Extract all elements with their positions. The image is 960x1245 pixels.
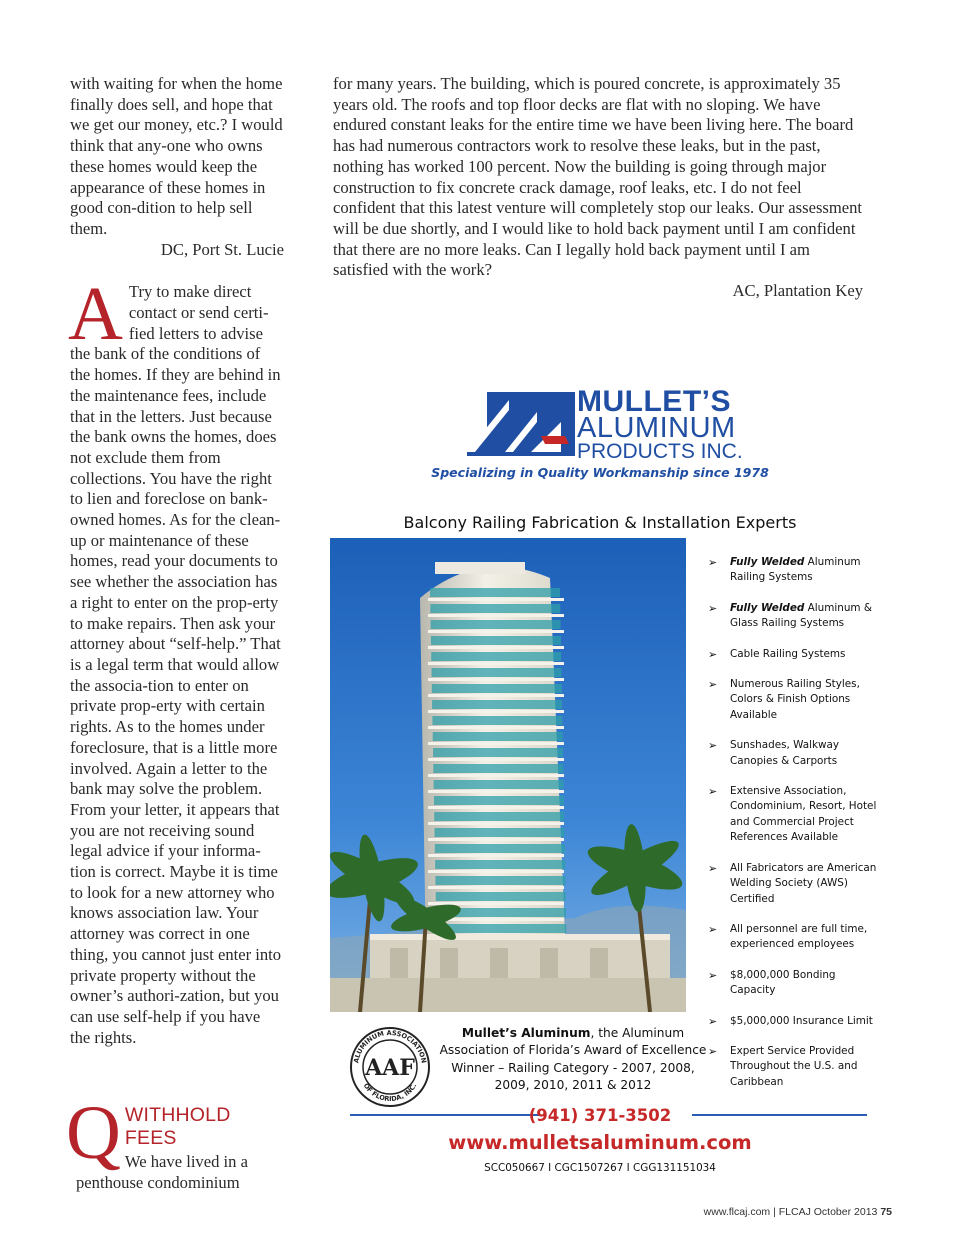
feature-emphasis: Fully Welded bbox=[730, 556, 805, 568]
window-row bbox=[433, 748, 563, 757]
footer-publication: FLCAJ October 2013 bbox=[778, 1206, 878, 1218]
arrow-bullet-icon: ➢ bbox=[708, 678, 718, 692]
arrow-bullet-icon: ➢ bbox=[708, 1044, 718, 1058]
window-row bbox=[435, 828, 565, 837]
arrow-bullet-icon: ➢ bbox=[708, 556, 718, 569]
feature-item bbox=[708, 647, 883, 662]
window-row bbox=[430, 604, 560, 613]
feature-item bbox=[708, 861, 883, 907]
building-photo bbox=[330, 538, 686, 1012]
aaf-seal-icon bbox=[348, 1025, 432, 1109]
mullets-logo-mark-icon bbox=[465, 386, 577, 460]
arrow-bullet-icon: ➢ bbox=[708, 1014, 718, 1028]
balcony-rail bbox=[428, 662, 564, 665]
arrow-bullet-icon: ➢ bbox=[708, 601, 718, 615]
answer-text: Try to make direct contact or send certi-fied letters to advise the bank of the conditions of the homes. If they are behind in the maintenance fees, include that in the letters. Just because the bank owns the homes, does not exclude them from collections. You have the right to lien and foreclose on bank-owned homes. As for the clean-up or maintenance of these homes, read your documents to see whether the association has a right to enter on the prop-erty to make repairs. Then ask your attorney about “self-help.” That is a legal term that would allow the associa-tion to enter on private prop-erty with certain rights. As to the homes under foreclosure, that is a little more involved. Again a letter to the bank may solve the problem. From your letter, it appears that you are not receiving sound legal advice if your informa-tion is correct. Maybe it is time to look for a new attorney who knows association law. Your attorney was correct in one thing, you cannot just enter into private property without the owner’s authori-zation, but you can use self-help if you have the rights. bbox=[70, 282, 282, 1047]
question-title: WITHHOLD FEES bbox=[124, 1104, 231, 1149]
right-paragraph: for many years. The building, which is poured concrete, is approximately 35 years old. The roofs and top floor decks are flat with no sloping. We have endured constant leaks for the entire time we have been living here. The board has had numerous contractors work to resolve these leaks, but in the past, nothing has worked 100 percent. Now the building is going through major construction to fix concrete crack damage, roof leaks, etc. I do not feel confident that this latest venture will completely stop our leaks. Our assessment will be due shortly, and I would like to hold back payment until I am confident that there are no more leaks. Can I legally hold back payment until I am satisfied with the work? bbox=[333, 74, 863, 280]
feature-text: All personnel are full time, experienced employees bbox=[730, 922, 868, 951]
balcony-rail bbox=[428, 854, 564, 857]
award-description: , the Aluminum Association of Florida’s Award of Excellence Winner – Railing Category - 2007, 2008, 2009, 2010, 2011 & 2012 bbox=[439, 1026, 707, 1093]
arrow-bullet-icon: ➢ bbox=[708, 647, 718, 661]
page-number: 75 bbox=[880, 1206, 892, 1218]
seal-ring-top: ALUMINUM ASSOCIATION bbox=[352, 1028, 428, 1064]
award-company: Mullet’s Aluminum bbox=[461, 1026, 591, 1040]
window-row bbox=[434, 796, 564, 805]
feature-text: Aluminum Railing Systems bbox=[730, 556, 861, 584]
window-row bbox=[433, 764, 563, 773]
ad-tagline: Specializing in Quality Workmanship since 1978 bbox=[431, 465, 769, 480]
logo-line-2: ALUMINUM bbox=[577, 412, 736, 444]
feature-item bbox=[708, 1014, 883, 1029]
balcony-rail bbox=[428, 678, 564, 681]
balcony-rail bbox=[428, 806, 564, 809]
feature-item bbox=[708, 922, 883, 953]
license-numbers: SCC050667 I CGC1507267 I CGG131151034 bbox=[484, 1162, 716, 1174]
balcony-rail bbox=[428, 742, 564, 745]
feature-text: Sunshades, Walkway Canopies & Carports bbox=[730, 739, 840, 767]
window-row bbox=[435, 844, 565, 853]
feature-item bbox=[708, 555, 883, 586]
balcony-rail bbox=[428, 870, 564, 873]
window-row bbox=[432, 700, 562, 709]
arrow-bullet-icon: ➢ bbox=[708, 785, 718, 799]
company-logo bbox=[465, 385, 745, 463]
balcony-rail bbox=[428, 614, 564, 617]
balcony-rail bbox=[428, 790, 564, 793]
feature-text: $5,000,000 Insurance Limit bbox=[730, 1014, 873, 1027]
ad-headline: Balcony Railing Fabrication & Installation Experts bbox=[403, 513, 797, 532]
intro-paragraph: with waiting for when the home finally does sell, and hope that we get our money, etc.? I would think that any-one who owns these homes would keep the appearance of these homes in good con-dition to help sell them. bbox=[70, 74, 283, 238]
feature-text: All Fabricators are American Welding Society (AWS) Certified bbox=[730, 861, 877, 905]
question-text: We have lived in a penthouse condominium bbox=[76, 1152, 248, 1192]
balcony-rail bbox=[428, 726, 564, 729]
window-row bbox=[432, 684, 562, 693]
balcony-rail bbox=[428, 886, 564, 889]
window-row bbox=[434, 780, 564, 789]
feature-text: Cable Railing Systems bbox=[730, 647, 846, 660]
right-signature: AC, Plantation Key bbox=[732, 281, 863, 301]
feature-text: Numerous Railing Styles, Colors & Finish Options Available bbox=[730, 678, 860, 721]
award-text bbox=[438, 1025, 708, 1095]
balcony-rail bbox=[428, 758, 564, 761]
logo-line-1: MULLET’S bbox=[577, 385, 731, 418]
balcony-rail bbox=[428, 838, 564, 841]
balcony-rail bbox=[428, 694, 564, 697]
feature-item bbox=[708, 784, 883, 846]
footer-site: www.flcaj.com bbox=[703, 1206, 771, 1218]
window-row bbox=[430, 588, 560, 597]
feature-item bbox=[708, 601, 883, 632]
window-row bbox=[431, 620, 561, 629]
footer-separator: | bbox=[773, 1206, 776, 1218]
feature-item bbox=[708, 968, 883, 999]
phone-number: (941) 371-3502 bbox=[528, 1106, 672, 1125]
seal-ring-bottom: OF FLORIDA, INC. bbox=[361, 1081, 419, 1104]
feature-item bbox=[708, 677, 883, 723]
award-block bbox=[348, 1025, 707, 1105]
window-row bbox=[432, 668, 562, 677]
balcony-rail bbox=[428, 646, 564, 649]
balcony-rail bbox=[428, 774, 564, 777]
page-footer bbox=[704, 1206, 892, 1218]
feature-text: $8,000,000 Bonding Capacity bbox=[730, 968, 836, 997]
left-column bbox=[70, 74, 284, 1048]
advertisement bbox=[330, 380, 877, 1180]
window-row bbox=[436, 924, 566, 933]
condo-tower-image bbox=[330, 538, 686, 1012]
feature-text: Extensive Association, Condominium, Resort, Hotel and Commercial Project References Available bbox=[730, 785, 877, 844]
arrow-bullet-icon: ➢ bbox=[708, 861, 718, 875]
balcony-rail bbox=[428, 822, 564, 825]
feature-text: Expert Service Provided Throughout the U.S. and Caribbean bbox=[730, 1044, 858, 1088]
balcony-rail bbox=[428, 630, 564, 633]
window-row bbox=[432, 716, 562, 725]
window-row bbox=[435, 860, 565, 869]
feature-list bbox=[708, 555, 883, 1105]
window-row bbox=[436, 892, 566, 901]
right-column bbox=[333, 74, 863, 302]
balcony-rail bbox=[428, 598, 564, 601]
question-dropcap: Q bbox=[66, 1091, 121, 1175]
window-row bbox=[431, 636, 561, 645]
window-row bbox=[433, 732, 563, 741]
arrow-bullet-icon: ➢ bbox=[708, 968, 718, 982]
window-row bbox=[435, 876, 565, 885]
answer-dropcap: A bbox=[68, 272, 123, 357]
seal-letters: AAF bbox=[365, 1055, 415, 1081]
feature-emphasis: Fully Welded bbox=[730, 601, 805, 614]
website-link[interactable]: www.mulletsaluminum.com bbox=[448, 1131, 752, 1154]
arrow-bullet-icon: ➢ bbox=[708, 739, 718, 753]
intro-signature: DC, Port St. Lucie bbox=[160, 239, 284, 259]
feature-item bbox=[708, 1044, 883, 1090]
feature-item bbox=[708, 738, 883, 769]
arrow-bullet-icon: ➢ bbox=[708, 922, 718, 936]
answer-paragraph bbox=[68, 272, 284, 1048]
balcony-rail bbox=[428, 902, 564, 905]
window-row bbox=[434, 812, 564, 821]
window-row bbox=[431, 652, 561, 661]
question-block bbox=[66, 1091, 286, 1193]
logo-line-3: PRODUCTS INC. bbox=[577, 440, 743, 463]
feature-text: Aluminum & Glass Railing Systems bbox=[730, 601, 872, 630]
balcony-rail bbox=[428, 710, 564, 713]
